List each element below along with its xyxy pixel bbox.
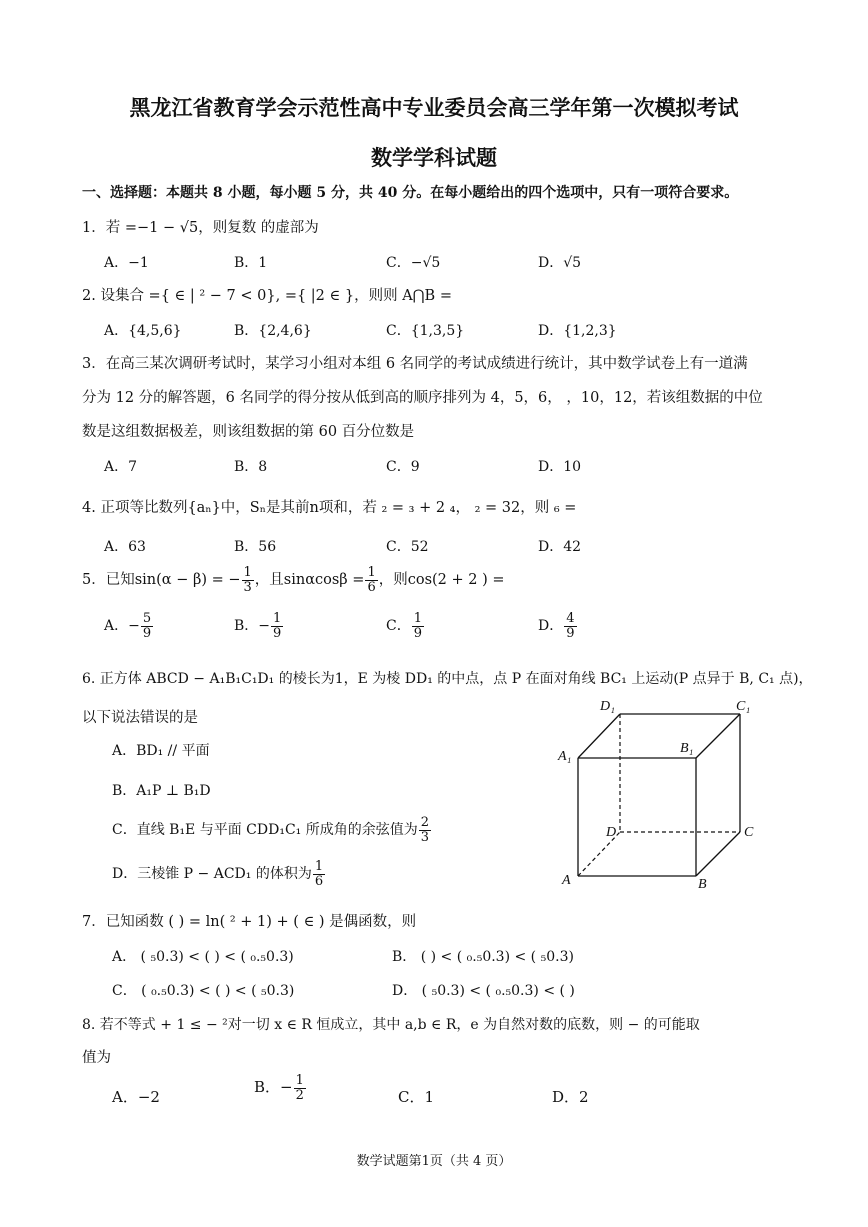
q1-option-a: A．−1 (104, 255, 149, 271)
q1-option-c: C．−√5 (386, 255, 441, 271)
q3-option-b: B．8 (234, 459, 268, 475)
q5-fraction-2 (365, 566, 377, 594)
cube-diagram (548, 690, 768, 900)
question-3-line-2: 分为 12 分的解答题，6 名同学的得分按从低到高的顺序排列为 4，5，6， ，10，12，若该组数据的中位 (82, 390, 763, 406)
q8-option-b (254, 1074, 307, 1102)
edge-bc (696, 832, 740, 876)
q6-option-c (112, 816, 432, 844)
q5-option-d-den: 9 (566, 625, 575, 641)
exam-title: 黑龙江省教育学会示范性高中专业委员会高三学年第一次模拟考试 (129, 95, 739, 120)
q8-option-b-label: B．− (254, 1078, 293, 1097)
q5-option-b (234, 612, 284, 640)
q8-option-b-frac (294, 1074, 306, 1102)
edge-a1d1 (578, 714, 620, 758)
q4-option-c: C．52 (386, 539, 429, 555)
q3-option-c: C．9 (386, 459, 420, 475)
label-d1: D₁ (600, 699, 615, 714)
q8-option-c: C．1 (398, 1088, 435, 1106)
q4-option-b: B．56 (234, 539, 277, 555)
question-2: 2. 设集合 ={ ∈ | ² − 7 < 0}, ={ |2 ∈ }，则则 A⋂B = (82, 288, 452, 304)
question-8-line-1: 8. 若不等式 + 1 ≤ − ²对一切 x ∈ R 恒成立，其中 a,b ∈ R，e 为自然对数的底数，则 − 的可能取 (82, 1017, 700, 1033)
q5-option-c-den: 9 (413, 625, 422, 641)
q2-option-d: D．{1,2,3} (538, 323, 617, 339)
q5-mid: ，且sinαcosβ = (254, 572, 365, 589)
q5-option-c-num: 1 (413, 611, 422, 626)
q8-option-b-num: 1 (295, 1073, 304, 1088)
question-6-line-2: 以下说法错误的是 (82, 710, 198, 726)
q5-option-c-label: C． (386, 618, 411, 635)
q5-prefix: 5．已知sin(α − β) = − (82, 572, 241, 589)
label-b1: B₁ (680, 741, 694, 756)
edge-b1c1 (696, 714, 740, 758)
q2-option-b: B．{2,4,6} (234, 323, 312, 339)
q3-option-a: A．7 (104, 459, 138, 475)
q5-option-d-frac (564, 612, 576, 640)
q8-option-a: A．−2 (112, 1088, 160, 1106)
q6-option-a: A．BD₁ // 平面 (112, 743, 210, 759)
question-6-line-1: 6. 正方体 ABCD − A₁B₁C₁D₁ 的棱长为1，E 为棱 DD₁ 的中点，点 P 在面对角线 BC₁ 上运动(P 点异于 B, C₁ 点)， (82, 671, 813, 687)
q6-option-d-text: D．三棱锥 P − ACD₁ 的体积为 (112, 866, 312, 883)
q5-option-a-num: 5 (142, 611, 152, 626)
q6-option-b: B．A₁P ⊥ B₁D (112, 783, 211, 799)
q3-option-d: D．10 (538, 459, 582, 475)
q5-frac1-den: 3 (243, 579, 252, 595)
q1-option-b: B．1 (234, 255, 268, 271)
q5-suffix: ，则cos(2 + 2 ) = (378, 572, 505, 589)
question-4: 4. 正项等比数列{aₙ}中，Sₙ是其前n项和，若 ₂ = ₃ + 2 ₄， ₂ = 32，则 ₆ = (82, 500, 577, 516)
q5-option-d (538, 612, 578, 640)
question-1: 1．若 =−1 − √5，则复数 的虚部为 (82, 220, 319, 236)
q8-option-b-den: 2 (295, 1087, 304, 1103)
q5-option-b-num: 1 (273, 611, 282, 626)
q6-option-d (112, 860, 326, 888)
page-footer: 数学试题第1页（共 4 页） (356, 1154, 512, 1169)
q7-option-d: D． ( ₅0.3) < ( ₀.₅0.3) < ( ) (392, 983, 575, 999)
q2-option-c: C．{1,3,5} (386, 323, 465, 339)
q6-option-d-den: 6 (314, 873, 324, 889)
question-8-line-2: 值为 (82, 1050, 111, 1066)
q6-option-c-num: 2 (420, 815, 430, 830)
q5-option-c (386, 612, 425, 640)
q5-option-a-den: 9 (142, 625, 152, 641)
q5-option-b-frac (271, 612, 283, 640)
q5-fraction-1 (242, 566, 254, 594)
q5-option-a-label: A．− (104, 618, 140, 635)
q5-option-d-label: D． (538, 618, 564, 635)
subject-title: 数学学科试题 (371, 145, 497, 170)
section-heading: 一、选择题：本题共 8 小题，每小题 5 分，共 40 分。在每小题给出的四个选项中，只有一项符合要求。 (82, 185, 739, 201)
q7-option-b: B． ( ) < ( ₀.₅0.3) < ( ₅0.3) (392, 949, 574, 965)
q5-option-a (104, 612, 154, 640)
question-5 (82, 566, 505, 594)
q6-option-c-den: 3 (420, 829, 430, 845)
label-b: B (698, 877, 707, 892)
q5-option-a-frac (141, 612, 153, 640)
q4-option-a: A．63 (104, 539, 146, 555)
question-7: 7．已知函数 ( ) = ln( ² + 1) + ( ∈ ) 是偶函数，则 (82, 914, 417, 930)
q5-frac2-den: 6 (367, 579, 376, 595)
label-c1: C₁ (736, 699, 751, 714)
q6-option-c-text: C．直线 B₁E 与平面 CDD₁C₁ 所成角的余弦值为 (112, 822, 418, 839)
label-c: C (744, 825, 754, 840)
q5-option-c-frac (412, 612, 424, 640)
q5-option-b-label: B．− (234, 618, 271, 635)
q6-option-c-frac (419, 816, 431, 844)
label-d: D (606, 825, 617, 840)
q8-option-d: D．2 (552, 1088, 589, 1106)
q5-frac2-num: 1 (367, 565, 376, 580)
q1-option-d: D．√5 (538, 255, 582, 271)
question-3-line-1: 3．在高三某次调研考试时，某学习小组对本组 6 名同学的考试成绩进行统计，其中数学试卷上有一道满 (82, 356, 748, 372)
q6-option-d-frac (313, 860, 325, 888)
label-a1: A₁ (558, 749, 572, 764)
q5-frac1-num: 1 (243, 565, 252, 580)
q5-option-b-den: 9 (273, 625, 282, 641)
q6-option-d-num: 1 (314, 859, 324, 874)
label-a: A (562, 873, 571, 888)
q7-option-a: A． ( ₅0.3) < ( ) < ( ₀.₅0.3) (112, 949, 294, 965)
question-3-line-3: 数是这组数据极差，则该组数据的第 60 百分位数是 (82, 424, 415, 440)
q5-option-d-num: 4 (566, 611, 575, 626)
q2-option-a: A．{4,5,6} (104, 323, 182, 339)
q7-option-c: C． ( ₀.₅0.3) < ( ) < ( ₅0.3) (112, 983, 295, 999)
q4-option-d: D．42 (538, 539, 582, 555)
